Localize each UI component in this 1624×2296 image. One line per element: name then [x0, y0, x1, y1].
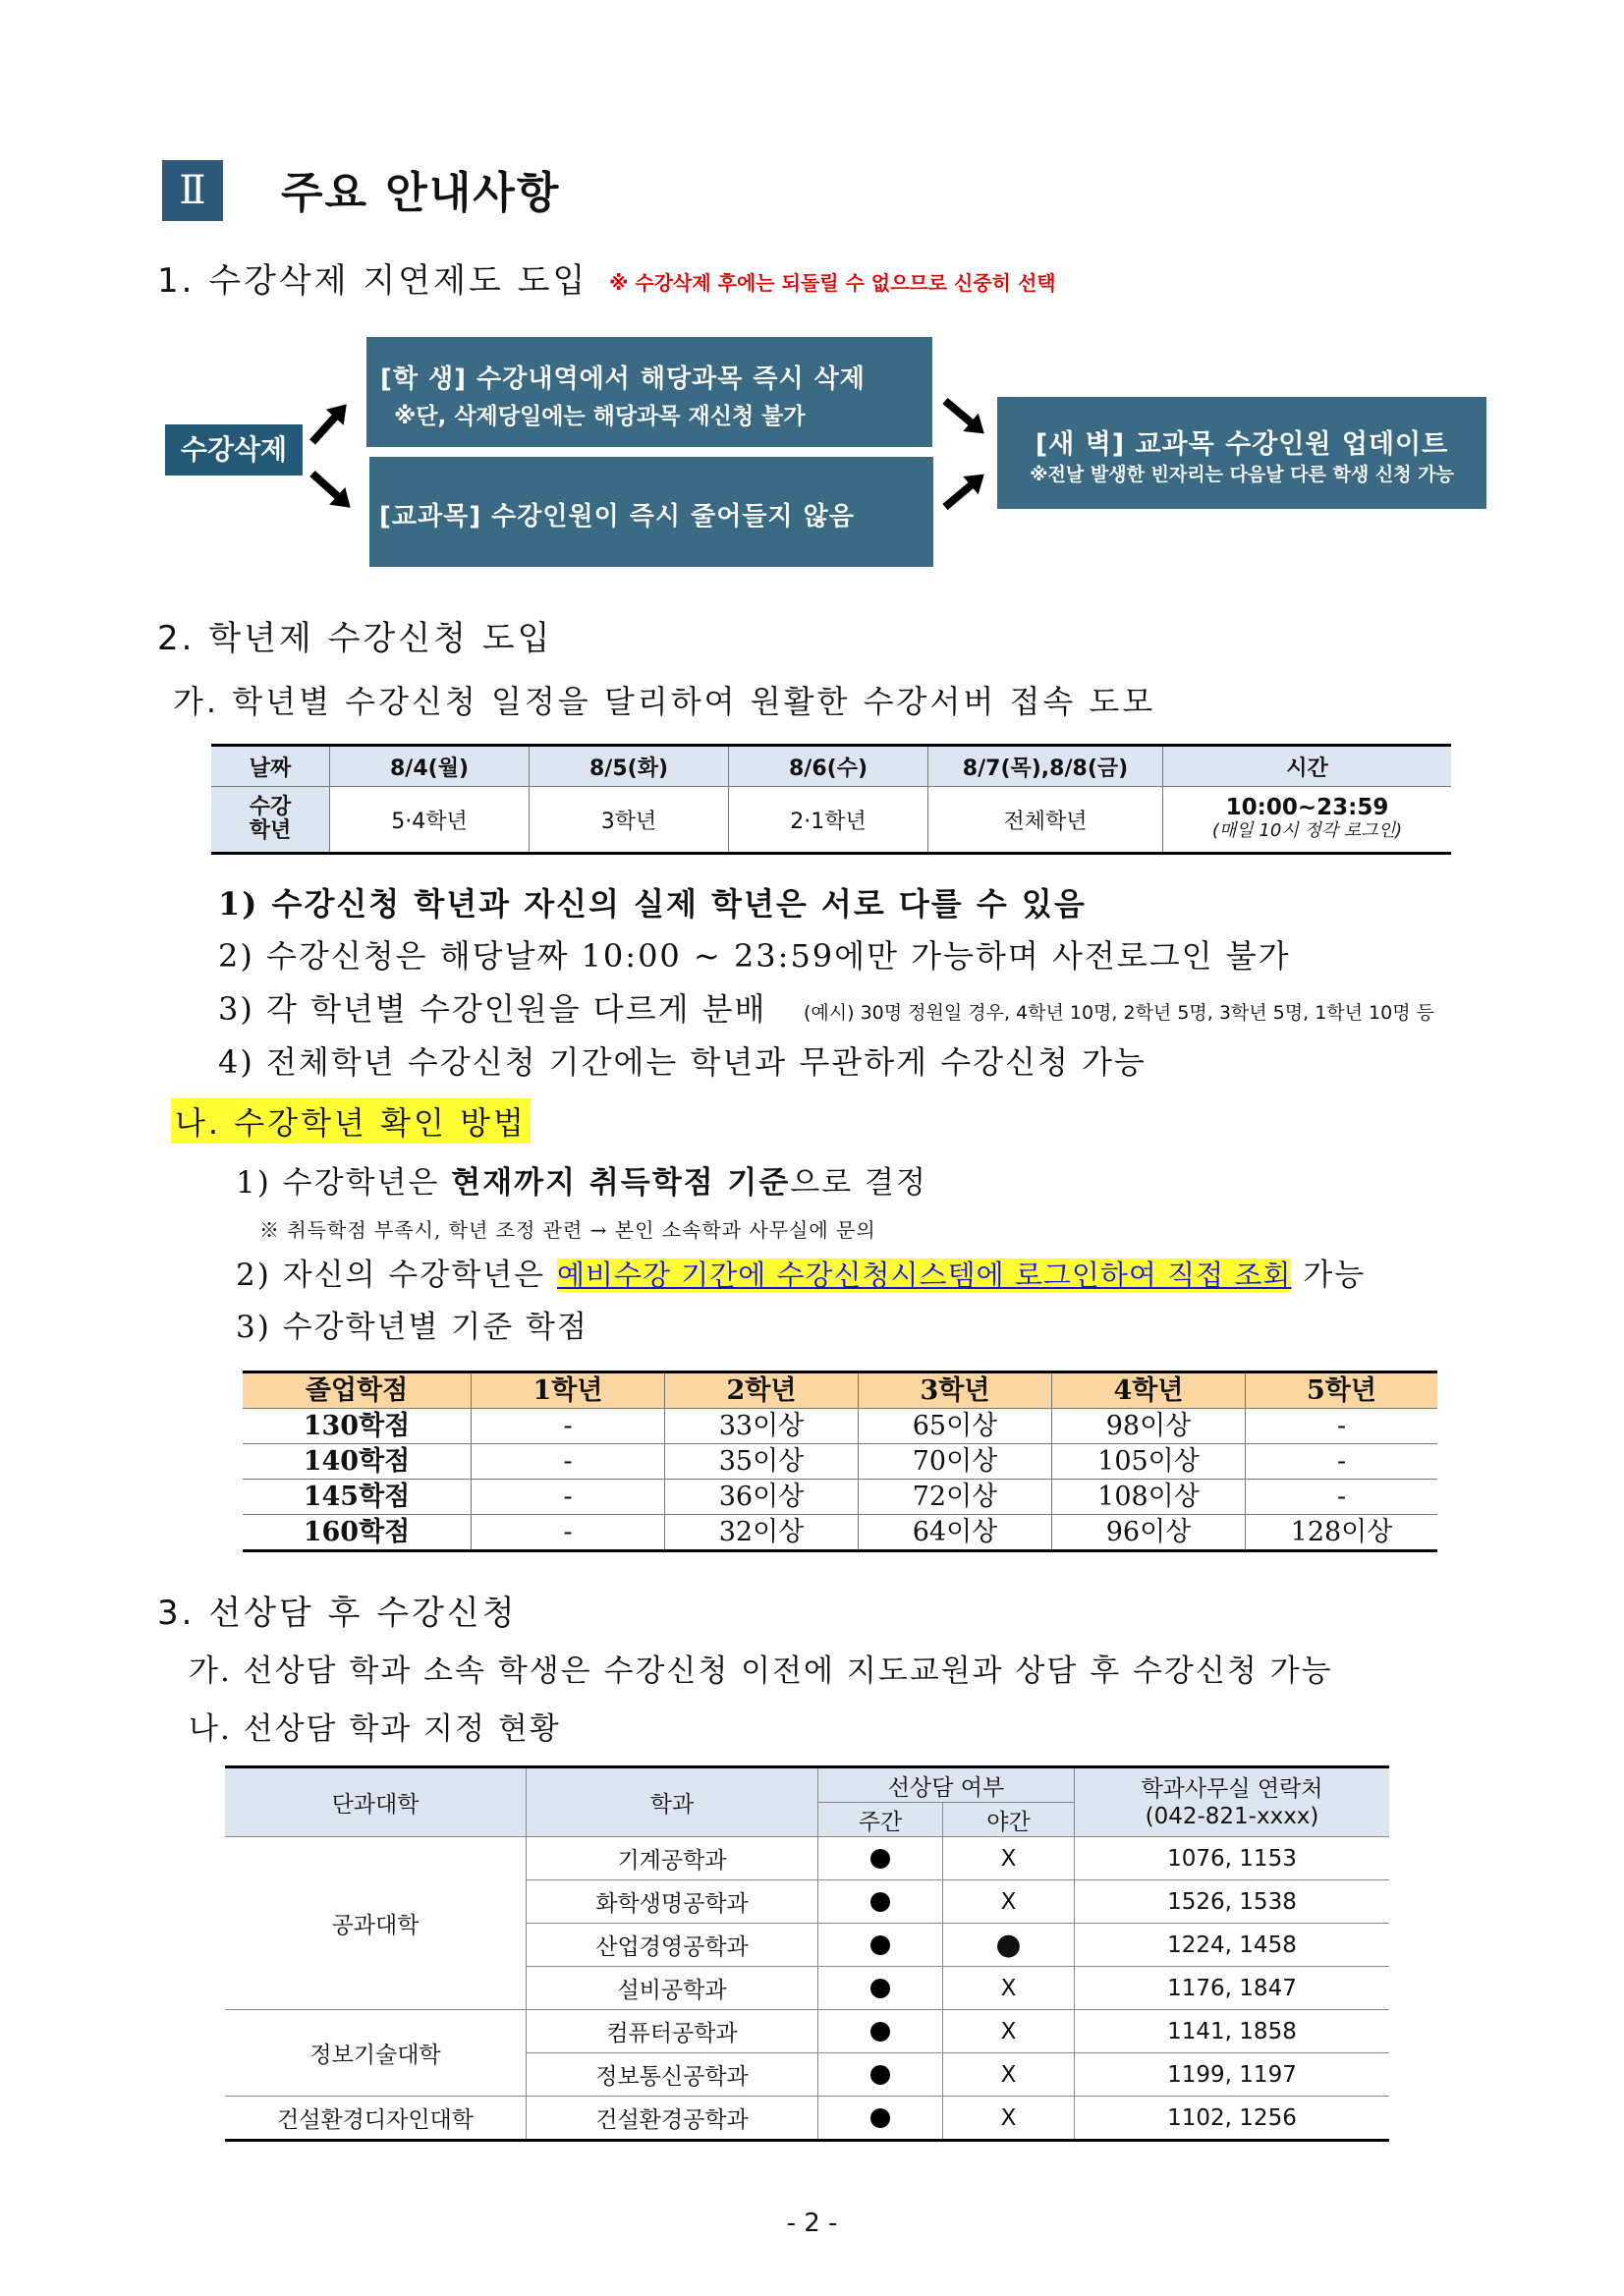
- credit-cell: -: [472, 1409, 665, 1444]
- credit-cell: 160학점: [243, 1515, 472, 1551]
- dept-cell: 설비공학과: [527, 1967, 818, 2010]
- s3-item-a: 가. 선상담 학과 소속 학생은 수강신청 이전에 지도교원과 상담 후 수강신청 가능: [189, 1653, 1333, 1689]
- credit-cell: -: [472, 1444, 665, 1480]
- page-number: - 2 -: [786, 2209, 838, 2238]
- contact-cell: 1224, 1458: [1075, 1924, 1390, 1967]
- dept-cell: 기계공학과: [527, 1837, 818, 1880]
- dept-cell: 건설환경공학과: [527, 2097, 818, 2141]
- credit-cell: 96이상: [1052, 1515, 1246, 1551]
- student-box: [366, 337, 932, 447]
- list-item-4: 4) 전체학년 수강신청 기간에는 학년과 무관하게 수강신청 가능: [218, 1043, 1147, 1081]
- credit-cell: 33이상: [665, 1409, 859, 1444]
- login-check-link[interactable]: 예비수강 기간에 수강신청시스템에 로그인하여 직접 조회: [556, 1259, 1292, 1292]
- b-item-1-pre: 1) 수강학년은: [236, 1165, 452, 1201]
- day-cell: [818, 1924, 943, 1967]
- table-row: [225, 2010, 1389, 2053]
- dept-cell: 정보통신공학과: [527, 2053, 818, 2097]
- dept-cell: 화학생명공학과: [527, 1880, 818, 1924]
- col-header-contact-line2: (042-821-xxxx): [1145, 1803, 1319, 1829]
- day-cell: [818, 2010, 943, 2053]
- schedule-row-label-2: 학년: [249, 818, 292, 843]
- subheading-2a: 가. 학년별 수강신청 일정을 달리하여 원활한 수강서버 접속 도모: [173, 683, 1156, 720]
- college-cell: 정보기술대학: [225, 2010, 527, 2097]
- col-header-contact: [1075, 1767, 1390, 1837]
- filled-circle-icon: [870, 1935, 890, 1955]
- schedule-time-main: 10:00~23:59: [1225, 795, 1389, 820]
- filled-circle-icon: [870, 2065, 890, 2085]
- b-item-1-post: 으로 결정: [790, 1165, 927, 1201]
- b-item-1: [236, 1157, 927, 1202]
- arrow-right-up-icon: [942, 475, 981, 510]
- contact-cell: 1526, 1538: [1075, 1880, 1390, 1924]
- heading-2: 2. 학년제 수강신청 도입: [157, 619, 553, 658]
- schedule-cell: 3학년: [530, 787, 729, 854]
- list-item-3: 3) 각 학년별 수강인원을 다르게 분배: [218, 990, 767, 1028]
- schedule-cell: 5·4학년: [330, 787, 530, 854]
- night-cell: X: [943, 1880, 1075, 1924]
- filled-circle-icon: [870, 1849, 890, 1869]
- s3-item-b: 나. 선상담 학과 지정 현황: [189, 1711, 561, 1747]
- col-header-contact-line1: 학과사무실 연락처: [1141, 1775, 1323, 1802]
- contact-cell: 1076, 1153: [1075, 1837, 1390, 1880]
- dawn-box-line2: ※전날 발생한 빈자리는 다음날 다른 학생 신청 가능: [1030, 464, 1454, 485]
- dept-cell: 산업경영공학과: [527, 1924, 818, 1967]
- heading-3: 3. 선상담 후 수강신청: [157, 1594, 518, 1633]
- b-item-1-bold: 현재까지 취득학점 기준: [451, 1165, 791, 1201]
- day-cell: [818, 1880, 943, 1924]
- credit-cell: -: [472, 1515, 665, 1551]
- credit-cell: 140학점: [243, 1444, 472, 1480]
- schedule-cell: 전체학년: [928, 787, 1163, 854]
- credit-cell: -: [1246, 1409, 1438, 1444]
- col-header-night: 야간: [943, 1803, 1075, 1837]
- filled-circle-icon: [870, 2108, 890, 2128]
- credit-cell: -: [472, 1480, 665, 1515]
- night-cell: X: [943, 2097, 1075, 2141]
- credit-cell: 65이상: [859, 1409, 1052, 1444]
- credit-cell: 35이상: [665, 1444, 859, 1480]
- schedule-header: 8/7(목),8/8(금): [928, 746, 1163, 787]
- section-number-badge: Ⅱ: [162, 160, 223, 221]
- credit-cell: 98이상: [1052, 1409, 1246, 1444]
- arrow-down-icon: [309, 471, 349, 507]
- credit-cell: 130학점: [243, 1409, 472, 1444]
- schedule-row-label-1: 수강: [249, 795, 292, 819]
- night-cell: ●: [943, 1924, 1075, 1967]
- credit-header: 1학년: [472, 1372, 665, 1409]
- credit-header: 5학년: [1246, 1372, 1438, 1409]
- list-item-3-note: (예시) 30명 정원일 경우, 4학년 10명, 2학년 5명, 3학년 5명, 1학년 10명 등: [804, 1002, 1434, 1024]
- credit-criteria-table: [243, 1371, 1437, 1552]
- b-item-2: [236, 1250, 1366, 1294]
- list-item-1: 1) 수강신청 학년과 자신의 실제 학년은 서로 다를 수 있음: [218, 885, 1087, 923]
- filled-circle-icon: [870, 2022, 890, 2042]
- col-header-college: 단과대학: [225, 1767, 527, 1837]
- schedule-header: 8/4(월): [330, 746, 530, 787]
- credit-cell: -: [1246, 1480, 1438, 1515]
- list-item-2: 2) 수강신청은 해당날짜 10:00 ~ 23:59에만 가능하며 사전로그인 불가: [218, 937, 1291, 975]
- schedule-cell: 2·1학년: [729, 787, 928, 854]
- night-cell: X: [943, 2053, 1075, 2097]
- course-box-text: [교과목] 수강인원이 즉시 줄어들지 않음: [379, 502, 855, 532]
- dawn-update-box: [997, 397, 1486, 509]
- col-header-consult: 선상담 여부: [818, 1767, 1075, 1803]
- student-box-line1: [학 생] 수강내역에서 해당과목 즉시 삭제: [380, 364, 866, 394]
- credit-cell: 32이상: [665, 1515, 859, 1551]
- college-cell: 공과대학: [225, 1837, 527, 2010]
- credit-header: 졸업학점: [243, 1372, 472, 1409]
- dept-cell: 컴퓨터공학과: [527, 2010, 818, 2053]
- arrow-up-icon: [309, 406, 346, 445]
- contact-cell: 1176, 1847: [1075, 1967, 1390, 2010]
- heading-1: 1. 수강삭제 지연제도 도입: [157, 261, 588, 301]
- credit-header: 4학년: [1052, 1372, 1246, 1409]
- credit-cell: 108이상: [1052, 1480, 1246, 1515]
- credit-header: 3학년: [859, 1372, 1052, 1409]
- start-box-course-delete: 수강삭제: [165, 424, 303, 476]
- night-cell: X: [943, 1967, 1075, 2010]
- col-header-dept: 학과: [527, 1767, 818, 1837]
- table-row: [225, 2097, 1389, 2141]
- b-item-3: 3) 수강학년별 기준 학점: [236, 1310, 588, 1345]
- day-cell: [818, 2097, 943, 2141]
- table-row: [243, 1409, 1437, 1444]
- schedule-header: 시간: [1163, 746, 1452, 787]
- day-cell: [818, 2053, 943, 2097]
- day-cell: [818, 1967, 943, 2010]
- course-box: [369, 457, 933, 567]
- credit-cell: 72이상: [859, 1480, 1052, 1515]
- credit-cell: -: [1246, 1444, 1438, 1480]
- b-item-1-note: ※ 취득학점 부족시, 학년 조정 관련 → 본인 소속학과 사무실에 문의: [259, 1218, 876, 1242]
- schedule-row-label: [211, 787, 330, 854]
- contact-cell: 1141, 1858: [1075, 2010, 1390, 2053]
- section-title: 주요 안내사항: [281, 168, 561, 218]
- student-box-line2: ※단, 삭제당일에는 해당과목 재신청 불가: [394, 404, 806, 429]
- schedule-header: 날짜: [211, 746, 330, 787]
- consultation-dept-table: [225, 1765, 1389, 2142]
- schedule-header: 8/6(수): [729, 746, 928, 787]
- table-row: [243, 1480, 1437, 1515]
- schedule-header: 8/5(화): [530, 746, 729, 787]
- contact-cell: 1102, 1256: [1075, 2097, 1390, 2141]
- credit-cell: 36이상: [665, 1480, 859, 1515]
- b-item-2-pre: 2) 자신의 수강학년은: [236, 1258, 557, 1293]
- filled-circle-icon: [870, 1892, 890, 1912]
- college-cell: 건설환경디자인대학: [225, 2097, 527, 2141]
- night-cell: X: [943, 2010, 1075, 2053]
- table-row: [243, 1515, 1437, 1551]
- delete-warning-note: ※ 수강삭제 후에는 되돌릴 수 없으므로 신중히 선택: [609, 271, 1056, 295]
- col-header-day: 주간: [818, 1803, 943, 1837]
- schedule-table: [211, 744, 1451, 855]
- schedule-time-note: (매일 10시 정각 로그인): [1211, 820, 1403, 841]
- contact-cell: 1199, 1197: [1075, 2053, 1390, 2097]
- b-item-2-post: 가능: [1291, 1258, 1367, 1293]
- credit-cell: 105이상: [1052, 1444, 1246, 1480]
- credit-cell: 145학점: [243, 1480, 472, 1515]
- arrow-right-down-icon: [942, 398, 981, 433]
- table-row: [243, 1444, 1437, 1480]
- credit-cell: 64이상: [859, 1515, 1052, 1551]
- credit-cell: 70이상: [859, 1444, 1052, 1480]
- credit-header: 2학년: [665, 1372, 859, 1409]
- subheading-2b: 나. 수강학년 확인 방법: [171, 1098, 531, 1144]
- schedule-time-cell: [1163, 787, 1452, 854]
- credit-cell: 128이상: [1246, 1515, 1438, 1551]
- dawn-box-line1: [새 벽] 교과목 수강인원 업데이트: [1035, 429, 1449, 460]
- filled-circle-icon: [870, 1979, 890, 1998]
- night-cell: X: [943, 1837, 1075, 1880]
- table-row: [225, 1837, 1389, 1880]
- day-cell: [818, 1837, 943, 1880]
